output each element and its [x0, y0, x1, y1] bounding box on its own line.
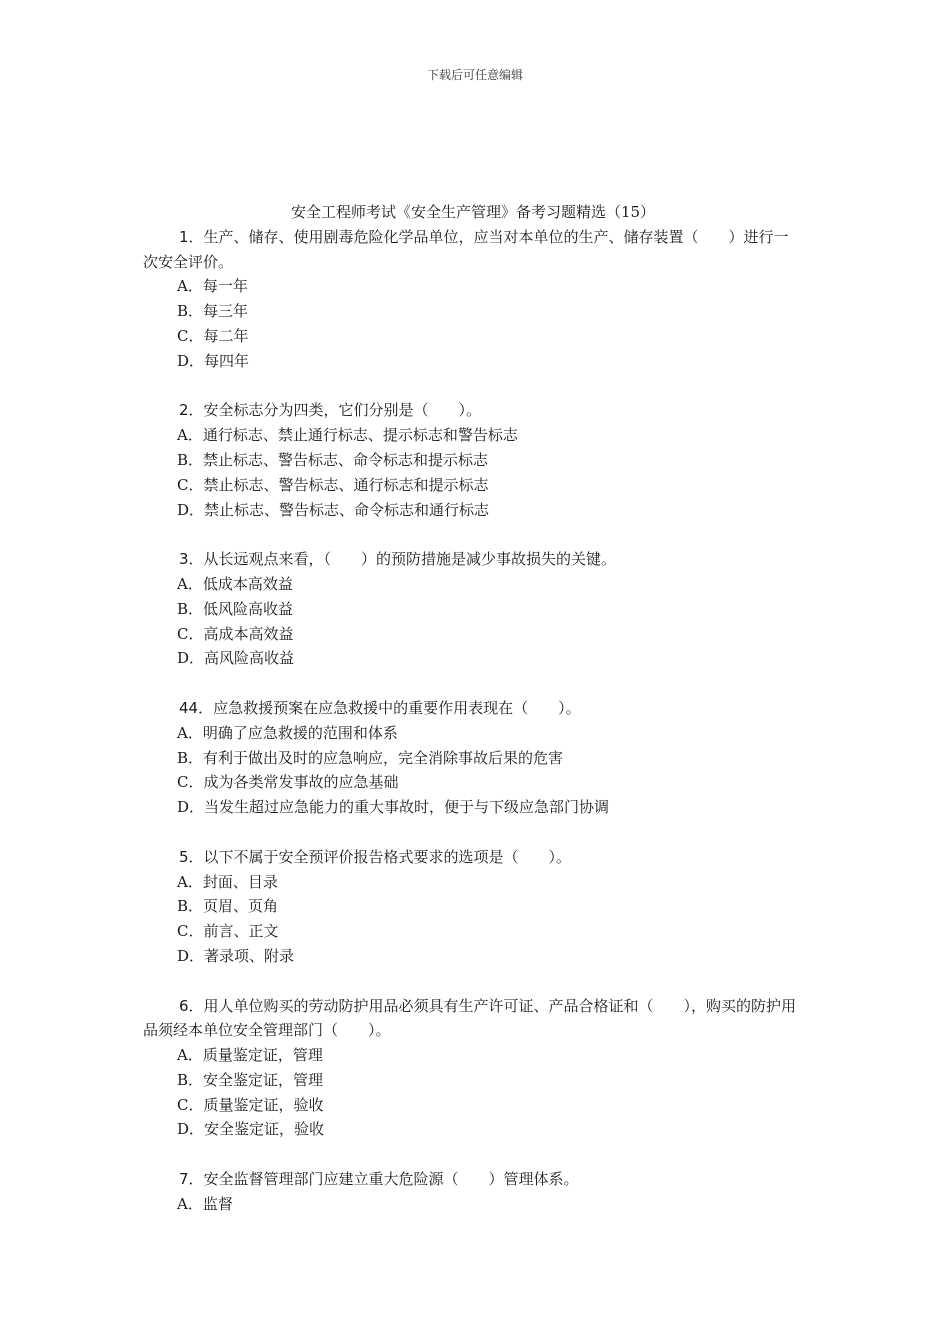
question-block	[143, 994, 803, 1143]
answer-option: A．质量鉴定证，管理	[177, 1046, 323, 1065]
question-text: 用人单位购买的劳动防护用品必须具有生产许可证、产品合格证和（ ），购买的防护用品须经本单位安全管理部门（ ）。	[143, 996, 797, 1040]
answer-option: D．高风险高收益	[177, 649, 295, 668]
answer-option: D．著录项、附录	[177, 946, 295, 965]
question-spacer	[143, 374, 803, 399]
answer-option: A．每一年	[177, 277, 248, 296]
answer-option: A．封面、目录	[177, 872, 278, 891]
answer-option: A．监督	[177, 1194, 233, 1213]
question-list	[143, 225, 803, 1217]
question-spacer	[143, 969, 803, 994]
question-number: 6．	[179, 996, 204, 1015]
question-text: 生产、储存、使用剧毒危险化学品单位，应当对本单位的生产、储存装置（ ）进行一次安全评价。	[143, 227, 789, 271]
question-spacer	[143, 820, 803, 845]
answer-option: C．前言、正文	[177, 922, 279, 941]
answer-option: C．每二年	[177, 326, 249, 345]
question-number: 1．	[179, 227, 204, 246]
answer-option: B．低风险高收益	[177, 599, 294, 618]
question-text: 从长远观点来看，（ ）的预防措施是减少事故损失的关键。	[203, 550, 617, 569]
question-number: 5．	[179, 847, 204, 866]
answer-option: D．当发生超过应急能力的重大事故时，便于与下级应急部门协调	[177, 798, 610, 817]
answer-option: B．有利于做出及时的应急响应，完全消除事故后果的危害	[177, 748, 564, 767]
question-number: 7．	[179, 1170, 204, 1189]
question-stem	[143, 994, 803, 1044]
question-block	[143, 225, 803, 374]
question-block	[143, 845, 803, 969]
answer-option: B．禁止标志、警告标志、命令标志和提示标志	[177, 450, 489, 469]
document-body	[143, 200, 803, 1217]
question-stem	[143, 696, 803, 721]
answer-option: C．禁止标志、警告标志、通行标志和提示标志	[177, 475, 489, 494]
question-block	[143, 547, 803, 671]
answer-option: C．高成本高效益	[177, 624, 294, 643]
answer-option: D．每四年	[177, 351, 250, 370]
question-block	[143, 1167, 803, 1217]
question-number: 44．	[179, 698, 214, 717]
answer-option: A．明确了应急救援的范围和体系	[177, 723, 398, 742]
document-title: 安全工程师考试《安全生产管理》备考习题精选（15）	[290, 203, 656, 221]
question-text: 安全监督管理部门应建立重大危险源（ ）管理体系。	[203, 1170, 579, 1189]
answer-option: C．成为各类常发事故的应急基础	[177, 773, 399, 792]
answer-option: B．每三年	[177, 302, 249, 321]
question-stem	[143, 845, 803, 870]
question-text: 安全标志分为四类，它们分别是（ ）。	[203, 401, 482, 420]
question-spacer	[143, 671, 803, 696]
answer-option: B．安全鉴定证，管理	[177, 1070, 324, 1089]
question-block	[143, 398, 803, 522]
answer-option: D．安全鉴定证，验收	[177, 1120, 325, 1139]
answer-option: B．页眉、页角	[177, 897, 279, 916]
question-block	[143, 696, 803, 820]
question-stem	[143, 547, 803, 572]
question-text: 应急救援预案在应急救援中的重要作用表现在（ ）。	[213, 698, 581, 717]
question-number: 2．	[179, 401, 204, 420]
question-spacer	[143, 522, 803, 547]
answer-option: A．低成本高效益	[177, 574, 293, 593]
question-spacer	[143, 1142, 803, 1167]
question-stem	[143, 1167, 803, 1192]
question-text: 以下不属于安全预评价报告格式要求的选项是（ ）。	[203, 847, 572, 866]
question-number: 3．	[179, 550, 204, 569]
question-stem	[143, 225, 803, 275]
header-note: 下载后可任意编辑	[426, 68, 523, 82]
answer-option: A．通行标志、禁止通行标志、提示标志和警告标志	[177, 426, 518, 445]
question-stem	[143, 398, 803, 423]
answer-option: C．质量鉴定证，验收	[177, 1095, 324, 1114]
answer-option: D．禁止标志、警告标志、命令标志和通行标志	[177, 500, 490, 519]
